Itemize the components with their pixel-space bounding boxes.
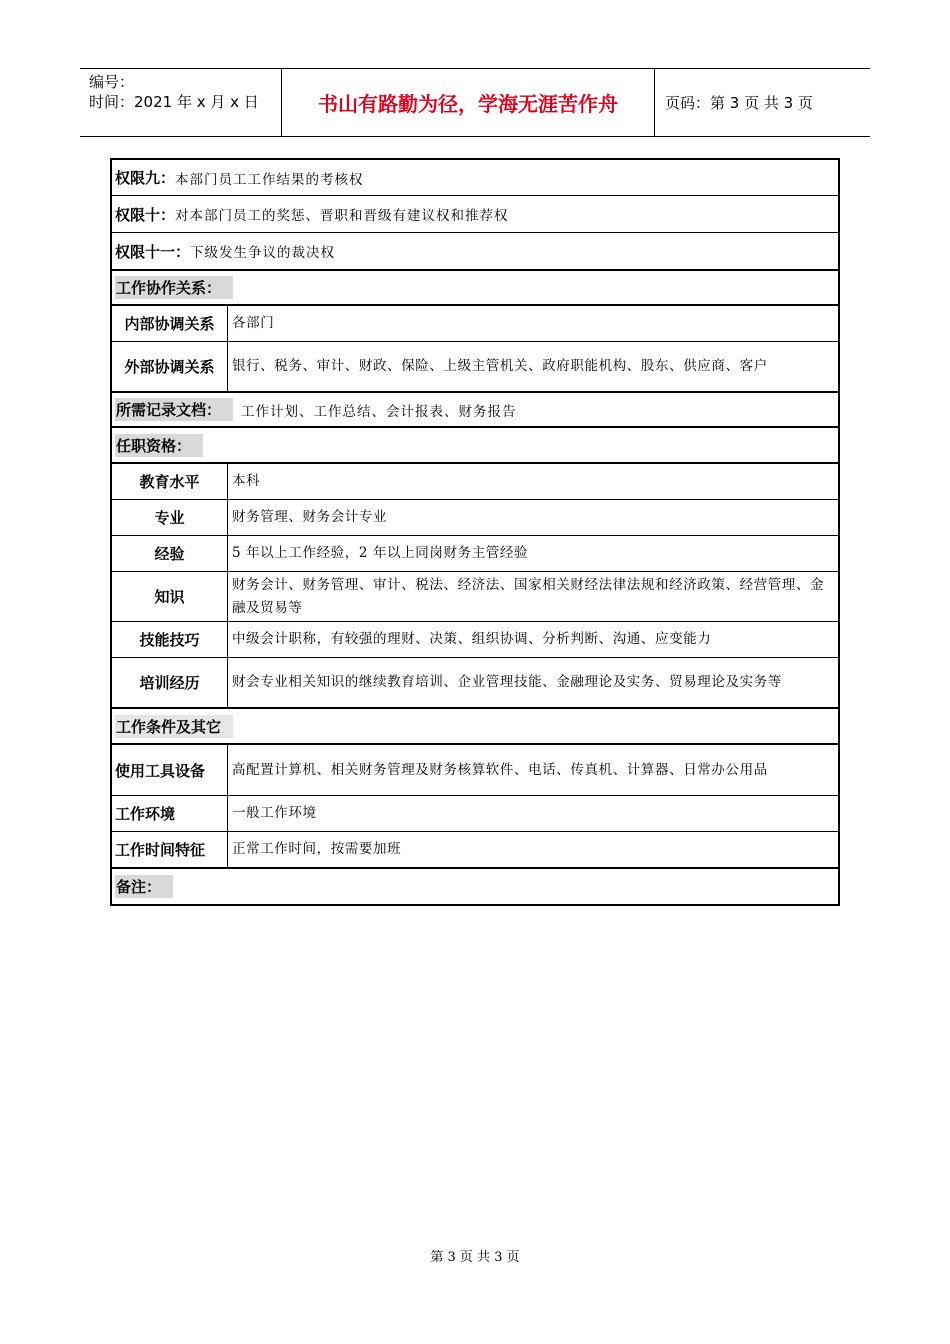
authority-row [112,233,838,271]
records-value: 工作计划、工作总结、会计报表、财务报告 [241,403,517,420]
field-value: 一般工作环境 [232,805,317,821]
field-value: 正常工作时间，按需要加班 [232,841,402,857]
field-value: 中级会计职称，有较强的理财、决策、组织协调、分析判断、沟通、应变能力 [232,631,712,647]
section-title: 所需记录文档： [115,398,233,421]
field-label: 培训经历 [112,658,228,707]
field-value: 银行、税务、审计、财政、保险、上级主管机关、政府职能机构、股东、供应商、客户 [232,358,768,374]
records-row [112,393,838,428]
header-page-info: 页码：第 3 页 共 3 页 [665,94,813,112]
environment-row [112,796,838,832]
document-date: 时间：2021 年 x 月 x 日 [89,93,259,111]
experience-row [112,536,838,572]
external-coordination-row [112,342,838,393]
training-row [112,658,838,709]
authority-row [112,196,838,233]
section-title: 任职资格： [115,434,203,457]
knowledge-row [112,572,838,622]
section-header-conditions [112,709,838,745]
major-row [112,500,838,536]
field-label: 知识 [112,572,228,621]
section-title: 工作条件及其它 [115,715,233,738]
authority-row [112,160,838,196]
field-label: 内部协调关系 [112,306,228,341]
authority-text: 下级发生争议的裁决权 [190,245,336,261]
field-label: 经验 [112,536,228,571]
authority-label: 权限十： [115,206,176,224]
field-label: 技能技巧 [112,622,228,657]
field-label: 外部协调关系 [112,342,228,391]
field-value: 本科 [232,473,261,489]
hours-row [112,832,838,869]
section-header-qualifications [112,428,838,464]
page-header [80,68,870,137]
section-title: 备注： [115,875,173,898]
field-value: 财会专业相关知识的继续教育培训、企业管理技能、金融理论及实务、贸易理论及实务等 [232,674,782,690]
job-description-table [110,158,840,906]
authority-label: 权限九： [115,170,176,187]
internal-coordination-row [112,306,838,342]
field-label: 专业 [112,500,228,535]
section-title: 工作协作关系： [115,276,233,299]
document-number-label: 编号： [89,73,135,91]
field-label: 使用工具设备 [112,745,228,795]
field-value: 各部门 [232,315,275,331]
field-label: 工作环境 [112,796,228,831]
authority-text: 本部门员工工作结果的考核权 [175,171,364,188]
field-value: 高配置计算机、相关财务管理及财务核算软件、电话、传真机、计算器、日常办公用品 [232,761,768,778]
authority-label: 权限十一： [115,243,191,261]
header-meta [80,69,282,136]
field-value: 5 年以上工作经验，2 年以上同岗财务主管经验 [232,545,529,561]
field-value: 财务会计、财务管理、审计、税法、经济法、国家相关财经法律法规和经济政策、经营管理、金融及贸易等 [232,576,825,616]
section-header-cooperation [112,271,838,306]
remarks-row [112,869,838,904]
authority-text: 对本部门员工的奖惩、晋职和晋级有建议权和推荐权 [175,208,509,224]
education-row [112,464,838,500]
field-label: 工作时间特征 [112,832,228,867]
field-label: 教育水平 [112,464,228,499]
tools-row [112,745,838,796]
field-value: 财务管理、财务会计专业 [232,509,388,525]
header-motto: 书山有路勤为径，学海无涯苦作舟 [282,69,655,136]
skills-row [112,622,838,658]
page-footer: 第 3 页 共 3 页 [430,1250,520,1265]
